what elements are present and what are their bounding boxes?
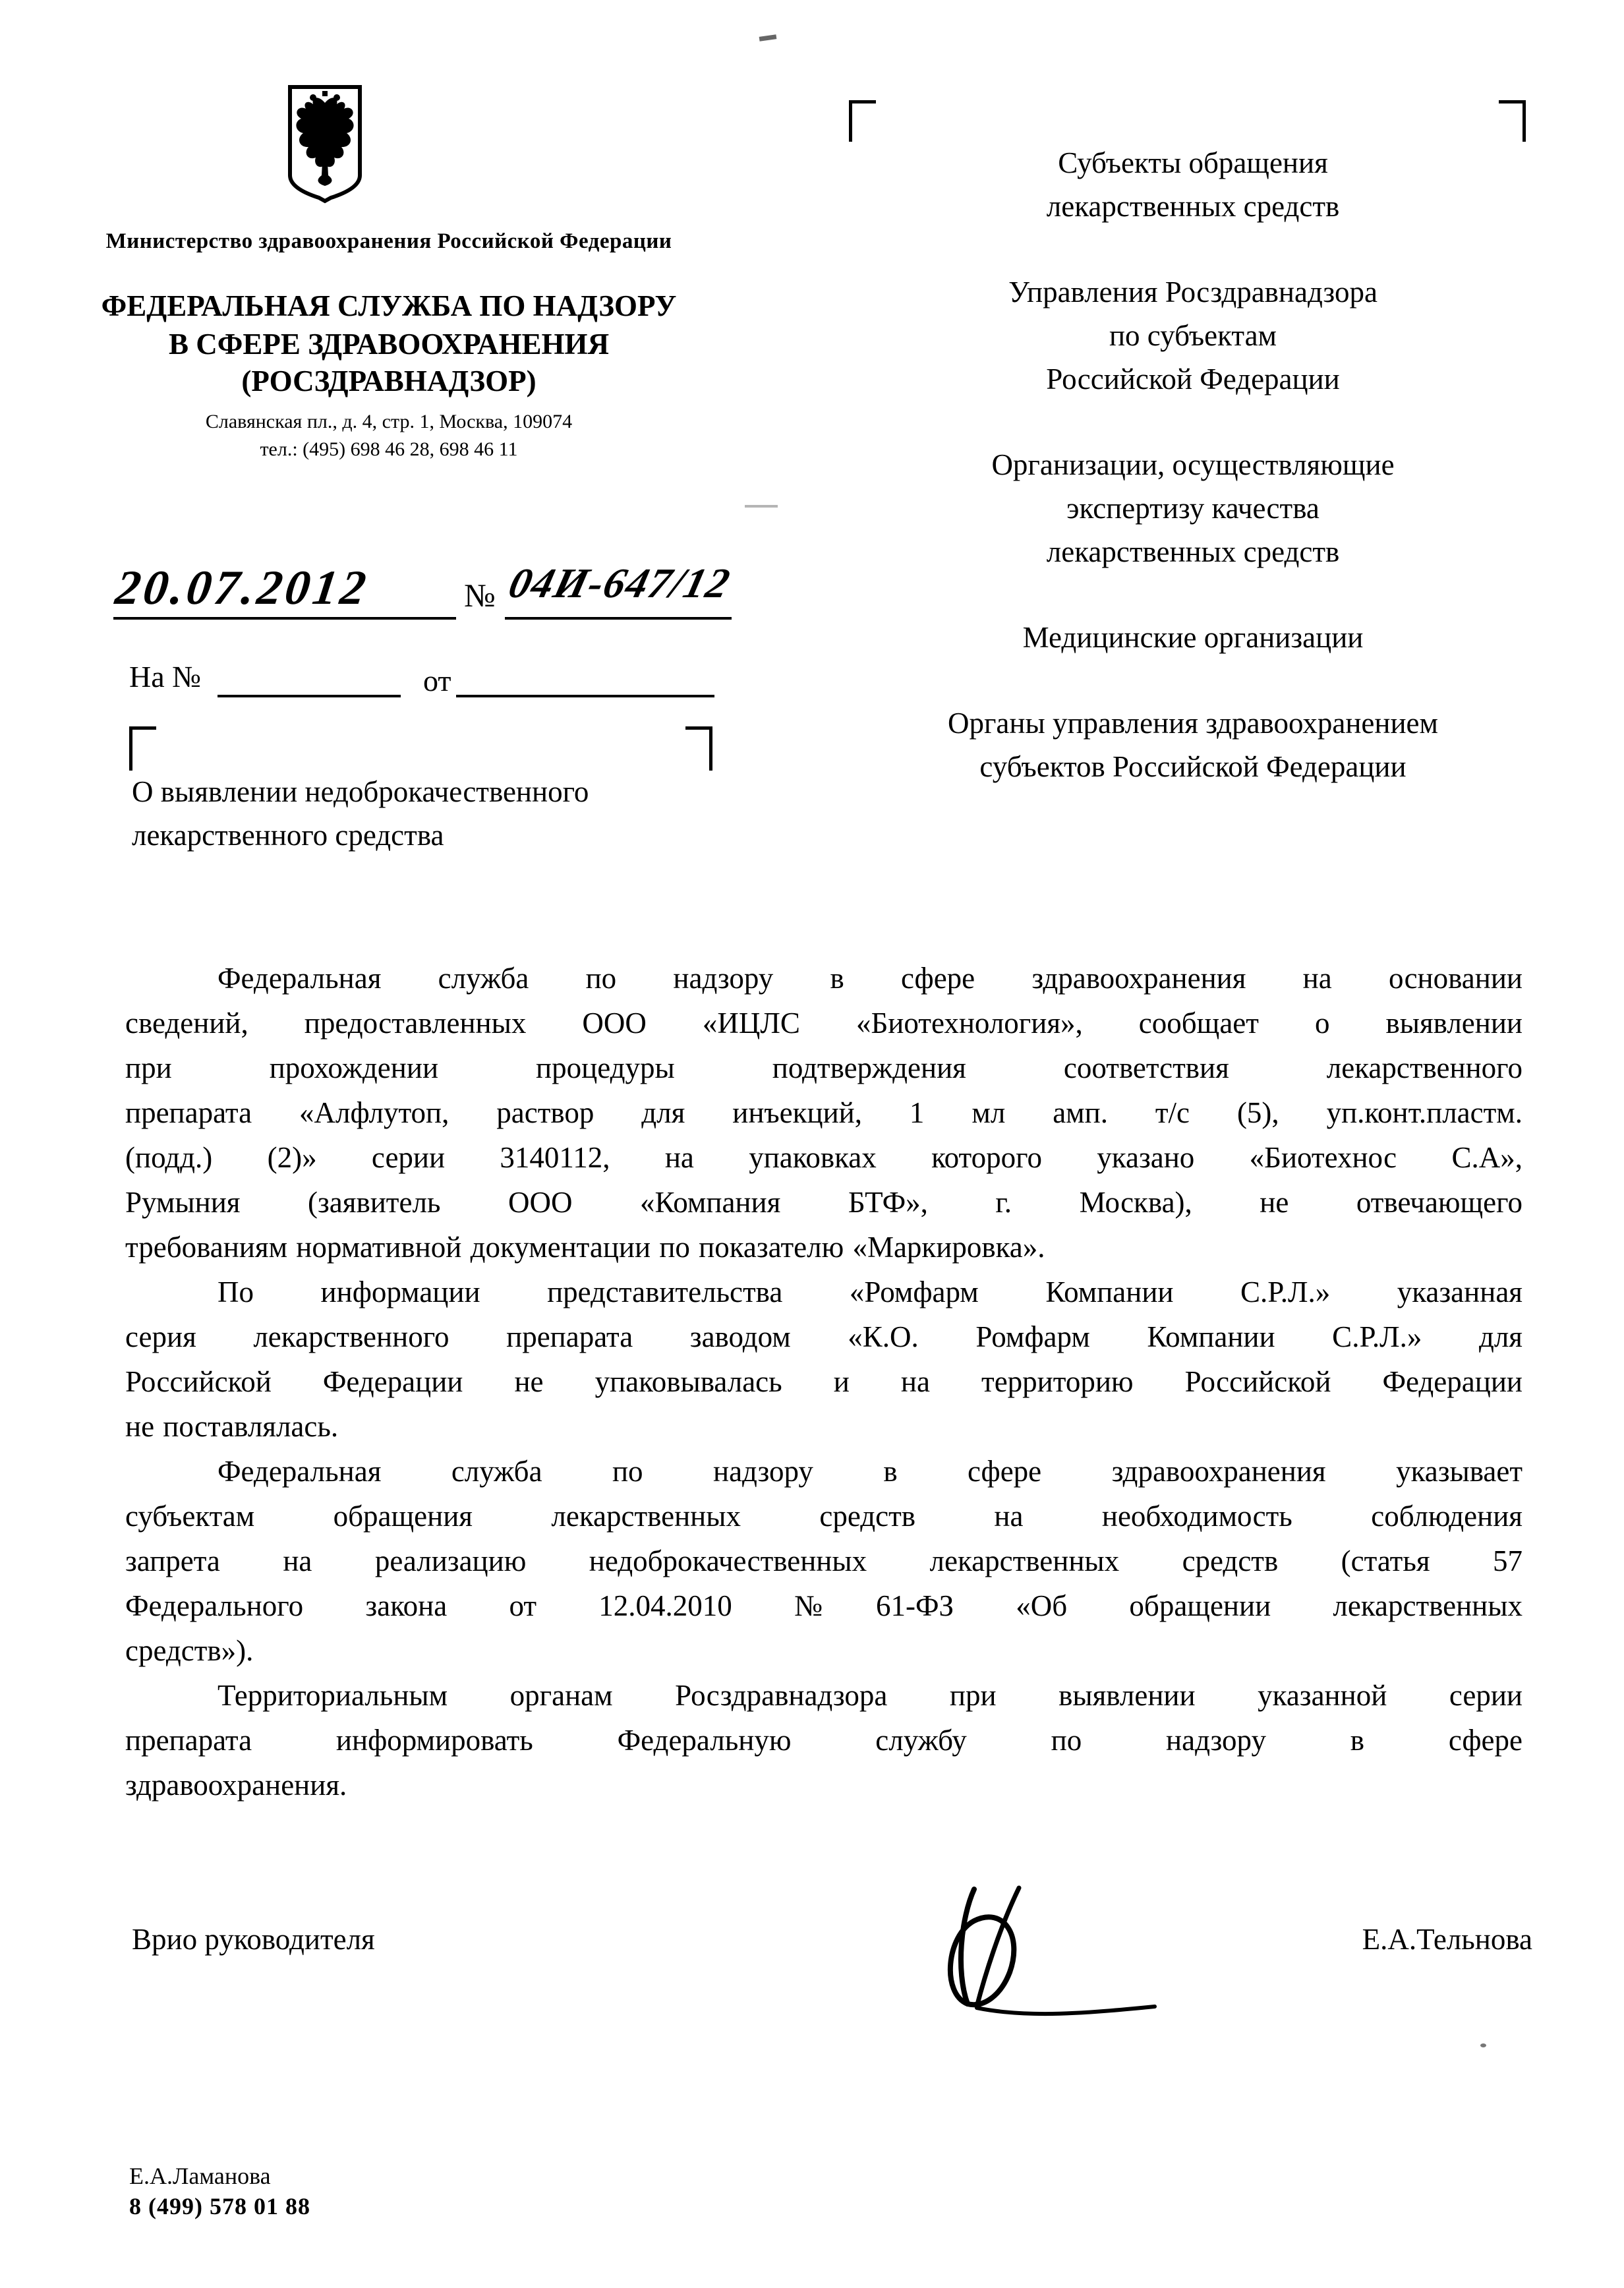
body-line: По информации представительства «Ромфарм Компании С.Р.Л.» указанная [218, 1276, 1522, 1308]
body-line: Федеральная служба по надзору в сфере здравоохранения указывает [218, 1455, 1522, 1488]
subject-line: лекарственного средства [132, 819, 444, 852]
body-line: Федеральная служба по надзору в сфере здравоохранения на основании [218, 962, 1522, 995]
body-line: требованиям нормативной документации по показателю «Маркировка». [125, 1231, 1045, 1264]
body-line: средств»). [125, 1634, 254, 1667]
body-line: здравоохранения. [125, 1769, 347, 1802]
body-line: Федерального закона от 12.04.2010 №61-ФЗ «Об обращении лекарственных [125, 1589, 1522, 1622]
recipient-line: лекарственных средств [1046, 190, 1340, 223]
reply-from-label: от [423, 664, 451, 697]
signature-icon [863, 1877, 1193, 2029]
service-address: Славянская пл., д. 4, стр. 1, Москва, 109074 [205, 411, 573, 432]
body-line: при прохождении процедуры подтверждения соответствия лекарственного [125, 1051, 1522, 1084]
signer-position-title: Врио руководителя [132, 1923, 375, 1956]
number-sign: № [464, 577, 496, 614]
letter-number-handwritten: 04И-647/12 [504, 560, 736, 606]
recipient-line: Российской Федерации [1046, 363, 1340, 396]
body-line: Российской Федерации не упаковывалась и на территорию Российской Федерации [125, 1365, 1522, 1398]
scan-artifact [745, 505, 778, 508]
recipients-corner-mark-left [849, 100, 876, 142]
number-underline [505, 617, 732, 620]
subject-line: О выявлении недоброкачественного [132, 775, 589, 808]
ministry-name: Министерство здравоохранения Российской Федерации [105, 229, 672, 253]
recipient-line: субъектов Российской Федерации [979, 750, 1406, 783]
scan-artifact [759, 34, 777, 42]
body-text [125, 956, 1522, 1807]
service-phone: тел.: (495) 698 46 28, 698 46 11 [260, 438, 518, 460]
service-name-line3: (РОСЗДРАВНАДЗОР) [241, 365, 536, 397]
subject-corner-mark-left [129, 726, 156, 771]
recipient-line: по субъектам [1109, 319, 1277, 352]
body-line: Румыния (заявитель ООО «Компания БТФ», г. Москва), не отвечающего [125, 1186, 1522, 1219]
subject-block [132, 770, 725, 857]
body-line: препарата информировать Федеральную службу по надзору в сфере [125, 1724, 1522, 1757]
subject-corner-mark-right [685, 726, 712, 771]
recipient-group [863, 270, 1522, 401]
executor-phone: 8 (499) 578 01 88 [129, 2193, 310, 2219]
body-line: сведений, предоставленных ООО «ИЦЛС «Биотехнология», сообщает о выявлении [125, 1007, 1522, 1040]
body-line: Территориальным органам Росздравнадзора при выявлении указанной серии [218, 1679, 1522, 1712]
recipient-line: Организации, осуществляющие [991, 448, 1395, 481]
body-line: (подд.) (2)» серии 3140112, на упаковках которого указано «Биотехнос С.А», [125, 1141, 1522, 1174]
reply-number-blank-line [218, 695, 401, 697]
service-name-line1: ФЕДЕРАЛЬНАЯ СЛУЖБА ПО НАДЗОРУ [101, 289, 677, 322]
recipients-list [863, 141, 1522, 831]
recipient-line: лекарственных средств [1046, 535, 1340, 568]
recipient-line: Управления Росздравнадзора [1008, 276, 1378, 308]
recipient-line: Органы управления здравоохранением [947, 707, 1439, 740]
recipient-group [863, 141, 1522, 228]
recipient-group [863, 443, 1522, 573]
letter-date-handwritten: 20.07.2012 [112, 561, 372, 615]
reply-to-label: На № [129, 660, 202, 693]
scan-artifact [1480, 2043, 1486, 2047]
recipient-group [863, 616, 1522, 659]
recipients-corner-mark-right [1499, 100, 1526, 142]
recipient-group [863, 701, 1522, 788]
signer-name: Е.А.Тельнова [1362, 1923, 1532, 1956]
executor-name: Е.А.Ламанова [129, 2163, 271, 2189]
body-line: препарата «Алфлутоп, раствор для инъекций, 1 мл амп. т/с (5), уп.конт.пластм. [125, 1096, 1522, 1129]
body-line: не поставлялась. [125, 1410, 339, 1443]
recipient-line: экспертизу качества [1066, 492, 1320, 525]
date-underline [113, 617, 456, 620]
body-line: запрета на реализацию недоброкачественных лекарственных средств (статья 57 [125, 1544, 1522, 1577]
recipient-line: Субъекты обращения [1058, 146, 1328, 179]
service-name-line2: В СФЕРЕ ЗДРАВООХРАНЕНИЯ [168, 328, 610, 361]
reply-date-blank-line [456, 695, 714, 697]
recipient-line: Медицинские организации [1022, 621, 1364, 654]
body-line: субъектам обращения лекарственных средств на необходимость соблюдения [125, 1500, 1522, 1533]
coat-of-arms-icon [285, 83, 365, 206]
body-line: серия лекарственного препарата заводом «К.О. Ромфарм Компании С.Р.Л.» для [125, 1320, 1522, 1353]
